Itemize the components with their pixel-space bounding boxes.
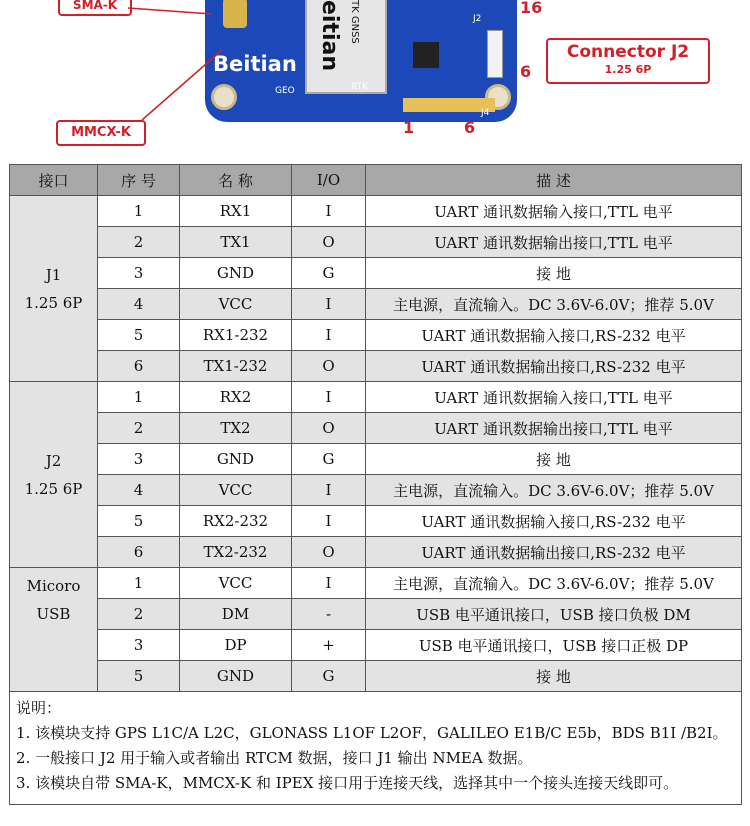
callout-connector-sub: 1.25 6P: [604, 63, 652, 76]
header-interface: 接口: [10, 165, 98, 196]
cell-name: RX1-232: [180, 320, 292, 351]
table-row: [10, 506, 742, 537]
pin-label-right-6: 6: [520, 62, 532, 81]
table-row: [10, 289, 742, 320]
table-header: [10, 165, 742, 196]
cell-desc: UART 通讯数据输入接口,TTL 电平: [366, 382, 742, 413]
cell-no: 1: [98, 382, 180, 413]
cell-no: 2: [98, 599, 180, 630]
header-number: 序 号: [98, 165, 180, 196]
cell-no: 6: [98, 351, 180, 382]
table-row: [10, 258, 742, 289]
cell-name: GND: [180, 258, 292, 289]
group-name: J2: [45, 451, 62, 470]
pin-label-16: 16: [520, 0, 543, 17]
cell-no: 5: [98, 506, 180, 537]
module-text: eitian: [317, 0, 342, 72]
cell-no: 4: [98, 289, 180, 320]
note-line: 2. 一般接口 J2 用于输入或者输出 RTCM 数据，接口 J1 输出 NMEA 数据。: [16, 749, 533, 767]
cell-name: GND: [180, 444, 292, 475]
cell-io: I: [292, 289, 366, 320]
cell-no: 3: [98, 630, 180, 661]
cell-desc: UART 通讯数据输入接口,RS-232 电平: [366, 506, 742, 537]
cell-name: VCC: [180, 475, 292, 506]
cell-no: 3: [98, 444, 180, 475]
cell-name: DP: [180, 630, 292, 661]
cell-io: -: [292, 599, 366, 630]
cell-io: I: [292, 568, 366, 599]
cell-name: RX1: [180, 196, 292, 227]
cell-io: I: [292, 506, 366, 537]
cell-desc: UART 通讯数据输出接口,TTL 电平: [366, 413, 742, 444]
group-cell: [10, 568, 98, 692]
group-sub: 1.25 6P: [24, 479, 83, 498]
table-row: [10, 444, 742, 475]
cell-io: G: [292, 661, 366, 692]
cell-name: RX2-232: [180, 506, 292, 537]
cell-desc: 主电源，直流输入。DC 3.6V-6.0V；推荐 5.0V: [366, 289, 742, 320]
group-sub: 1.25 6P: [24, 293, 83, 312]
cell-no: 4: [98, 475, 180, 506]
cell-io: I: [292, 320, 366, 351]
table-row: [10, 382, 742, 413]
cell-no: 5: [98, 320, 180, 351]
cell-name: VCC: [180, 568, 292, 599]
brand-label: Beitian: [213, 52, 297, 76]
cell-desc: 主电源，直流输入。DC 3.6V-6.0V；推荐 5.0V: [366, 475, 742, 506]
cell-name: TX1-232: [180, 351, 292, 382]
pin-label-6: 6: [464, 118, 476, 137]
pin-table: [9, 164, 742, 805]
cell-name: TX1: [180, 227, 292, 258]
cell-io: O: [292, 227, 366, 258]
table-row: [10, 661, 742, 692]
cell-io: G: [292, 444, 366, 475]
table-row: [10, 537, 742, 568]
cell-name: GND: [180, 661, 292, 692]
silk-j4: J4: [481, 108, 490, 118]
cell-name: RX2: [180, 382, 292, 413]
cell-io: I: [292, 475, 366, 506]
cell-desc: UART 通讯数据输出接口,TTL 电平: [366, 227, 742, 258]
silk-geo: GEO: [275, 86, 295, 96]
table-row: [10, 351, 742, 382]
table-row: [10, 196, 742, 227]
cell-no: 3: [98, 258, 180, 289]
header-description: 描 述: [366, 165, 742, 196]
table-row: [10, 227, 742, 258]
notes-title: 说明：: [16, 699, 62, 717]
product-image: [0, 0, 750, 160]
callout-mmcx: MMCX-K: [56, 120, 146, 146]
cell-no: 2: [98, 413, 180, 444]
cell-desc: USB 电平通讯接口，USB 接口负极 DM: [366, 599, 742, 630]
cell-desc: 接 地: [366, 661, 742, 692]
cell-no: 1: [98, 196, 180, 227]
group-name: Micoro: [26, 577, 81, 595]
cell-io: +: [292, 630, 366, 661]
notes: [10, 692, 742, 805]
cell-desc: 接 地: [366, 444, 742, 475]
header-name: 名 称: [180, 165, 292, 196]
cell-io: O: [292, 413, 366, 444]
cell-desc: UART 通讯数据输入接口,RS-232 电平: [366, 320, 742, 351]
note-line: 1. 该模块支持 GPS L1C/A L2C，GLONASS L1OF L2OF，GALILEO E1B/C E5b，BDS B1I /B2I。: [16, 724, 728, 742]
group-sub: USB: [36, 605, 71, 623]
header-io: I/O: [292, 165, 366, 196]
table-row: [10, 475, 742, 506]
table-row: [10, 568, 742, 599]
cell-no: 5: [98, 661, 180, 692]
cell-io: O: [292, 537, 366, 568]
cell-no: 6: [98, 537, 180, 568]
table-row: [10, 630, 742, 661]
cell-name: DM: [180, 599, 292, 630]
cell-name: TX2: [180, 413, 292, 444]
cell-io: G: [292, 258, 366, 289]
cell-no: 2: [98, 227, 180, 258]
cell-io: I: [292, 382, 366, 413]
callout-sma: SMA-K: [58, 0, 132, 16]
cell-desc: 接 地: [366, 258, 742, 289]
cell-desc: 主电源，直流输入。DC 3.6V-6.0V；推荐 5.0V: [366, 568, 742, 599]
cell-io: I: [292, 196, 366, 227]
notes-row: [10, 692, 742, 805]
pin-label-1: 1: [403, 118, 415, 137]
cell-name: TX2-232: [180, 537, 292, 568]
table-row: [10, 599, 742, 630]
callout-lines: [0, 0, 750, 160]
silk-j2: J2: [473, 14, 482, 24]
cell-desc: UART 通讯数据输出接口,RS-232 电平: [366, 351, 742, 382]
callout-connector-title: Connector J2: [566, 42, 690, 62]
silk-rtk: RTK: [351, 82, 368, 92]
cell-io: O: [292, 351, 366, 382]
group-name: J1: [45, 265, 62, 284]
table-row: [10, 413, 742, 444]
cell-name: VCC: [180, 289, 292, 320]
table-row: [10, 320, 742, 351]
cell-no: 1: [98, 568, 180, 599]
group-cell: [10, 382, 98, 568]
cell-desc: UART 通讯数据输出接口,RS-232 电平: [366, 537, 742, 568]
cell-desc: UART 通讯数据输入接口,TTL 电平: [366, 196, 742, 227]
cell-desc: USB 电平通讯接口，USB 接口正极 DP: [366, 630, 742, 661]
module-subtext: TK GNSS: [349, 0, 360, 44]
note-line: 3. 该模块自带 SMA-K，MMCX-K 和 IPEX 接口用于连接天线，选择其中一个接头连接天线即可。: [16, 774, 679, 792]
group-cell: [10, 196, 98, 382]
